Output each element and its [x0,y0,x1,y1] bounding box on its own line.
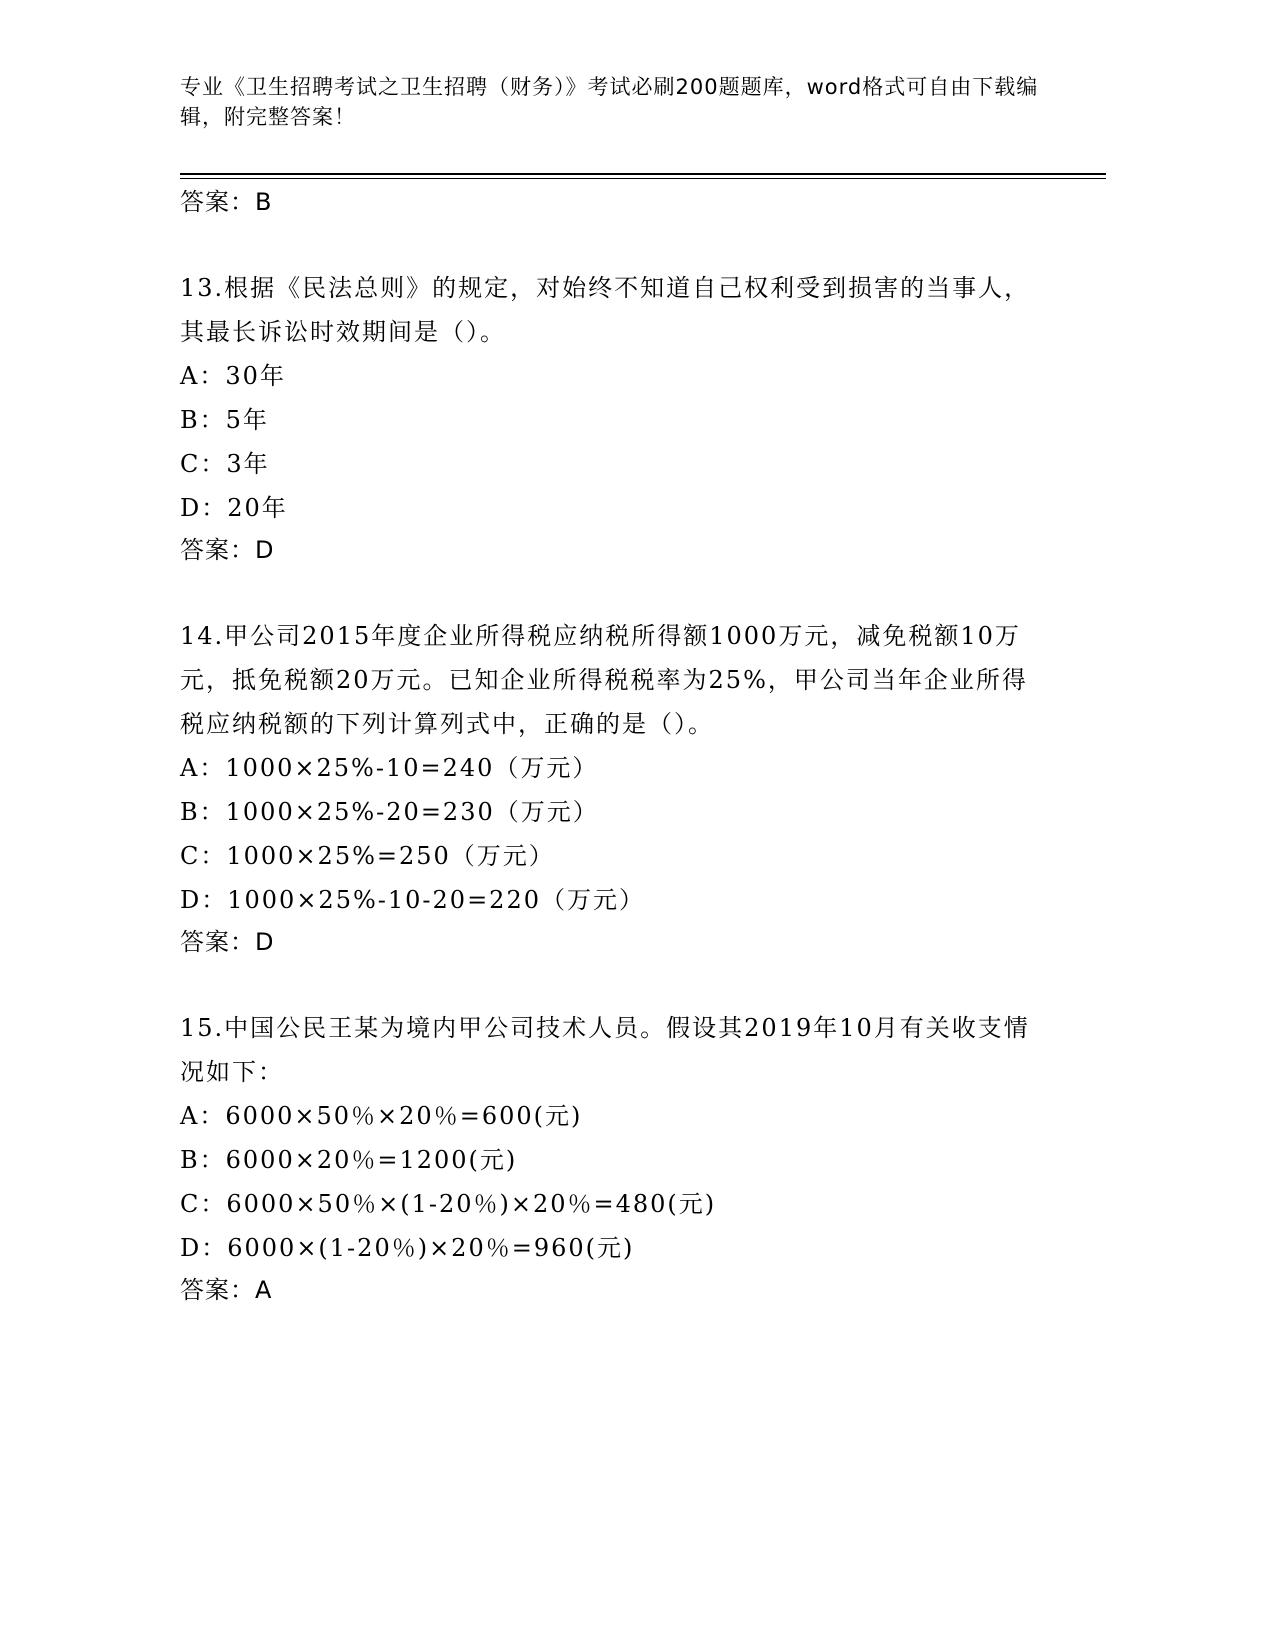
question-stem: 14.甲公司2015年度企业所得税应纳税所得额1000万元，减免税额10万元，抵免税额20万元。已知企业所得税税率为25%，甲公司当年企业所得税应纳税额的下列计算列式中，正确的是（）。 [180,622,1028,738]
option-a: A：1000×25%-10=240（万元） [180,754,599,782]
option-c: C：6000×50％×(1-20％)×20％=480(元) [180,1190,717,1218]
answer-line-14: 答案：D [180,928,275,956]
header-divider-thin [180,178,1106,179]
question-stem: 13.根据《民法总则》的规定，对始终不知道自己权利受到损害的当事人，其最长诉讼时效期间是（）。 [180,274,1031,346]
option-b: B：1000×25%-20=230（万元） [180,798,599,826]
question-stem: 15.中国公民王某为境内甲公司技术人员。假设其2019年10月有关收支情况如下： [180,1014,1030,1086]
option-b: B：6000×20％=1200(元) [180,1146,518,1174]
question-14 [180,614,1040,922]
answer-line-15: 答案：A [180,1276,273,1304]
question-13 [180,266,1040,530]
option-b: B：5年 [180,406,269,434]
answer-line-13: 答案：D [180,536,275,564]
option-d: D：20年 [180,494,288,522]
option-d: D：1000×25%-10-20=220（万元） [180,886,645,914]
header-divider-thick [180,173,1106,175]
option-c: C：1000×25%=250（万元） [180,842,555,870]
option-c: C：3年 [180,450,270,478]
option-a: A：30年 [180,362,286,390]
question-15 [180,1006,1040,1270]
option-d: D：6000×(1-20％)×20％=960(元) [180,1234,635,1262]
answer-line-previous: 答案：B [180,188,273,216]
document-header: 专业《卫生招聘考试之卫生招聘（财务）》考试必刷200题题库，word格式可自由下载编辑，附完整答案！ [180,75,1039,129]
option-a: A：6000×50％×20％=600(元) [180,1102,583,1130]
